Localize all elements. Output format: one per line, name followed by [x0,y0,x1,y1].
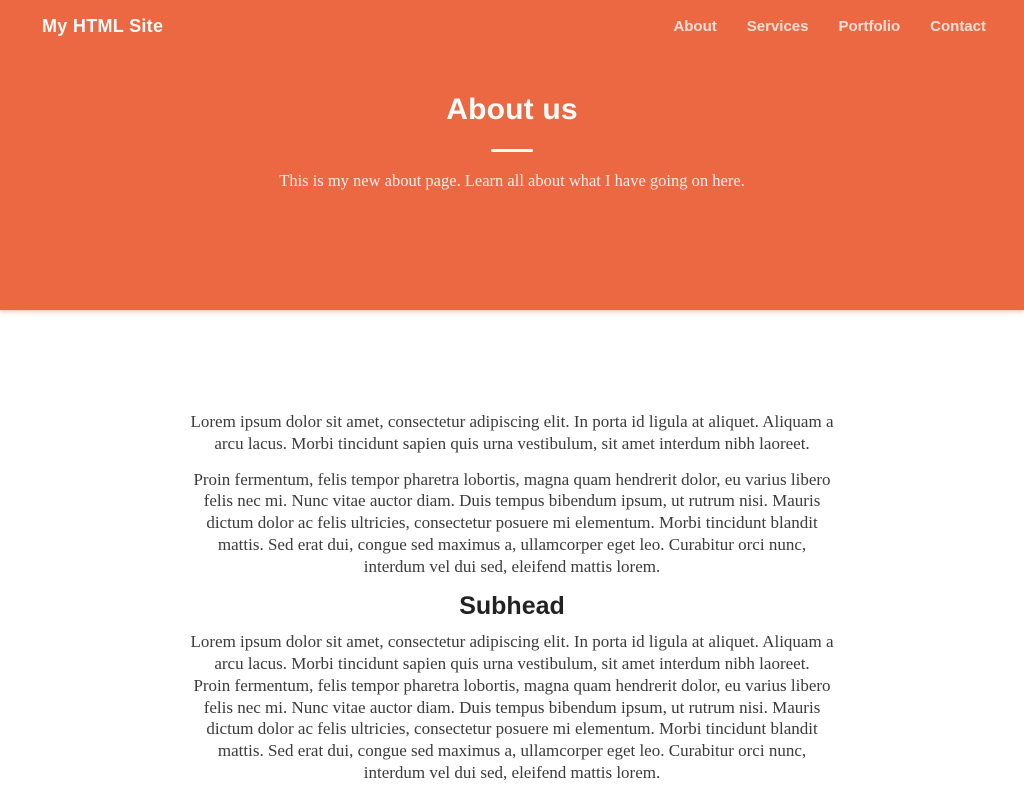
subhead-heading: Subhead [459,592,565,621]
hero-content [0,93,1024,191]
nav-link-contact[interactable]: Contact [930,18,986,35]
subhead-paragraph-1: Lorem ipsum dolor sit amet, consectetur adipiscing elit. In porta id ligula at aliquet. Aliquam a arcu lacus. Morbi tincidunt sapien quis urna vestibulum, sit amet interdum nibh laoreet. [190,632,834,673]
nav-link-services[interactable]: Services [746,18,809,35]
title-divider [491,149,533,152]
top-navbar [0,0,1024,37]
body-paragraph-2: Proin fermentum, felis tempor pharetra lobortis, magna quam hendrerit dolor, eu varius libero felis nec mi. Nunc vitae auctor diam. Duis tempus bibendum ipsum, ut rutrum nisi. Mauris dictum dolor ac felis ultricies, consectetur posuere mi elementum. Morbi tincidunt blandit mattis. Sed erat dui, congue sed maximus a, ullamcorper eget leo. Curabitur orci nunc, interdum vel dui sed, eleifend mattis lorem. [193,469,831,576]
site-brand[interactable]: My HTML Site [42,16,164,36]
main-content [188,310,836,784]
hero-tagline: This is my new about page. Learn all about what I have going on here. [279,171,745,190]
subhead-paragraph-2: Proin fermentum, felis tempor pharetra lobortis, magna quam hendrerit dolor, eu varius libero felis nec mi. Nunc vitae auctor diam. Duis tempus bibendum ipsum, ut rutrum nisi. Mauris dictum dolor ac felis ultricies, consectetur posuere mi elementum. Morbi tincidunt blandit mattis. Sed erat dui, congue sed maximus a, ullamcorper eget leo. Curabitur orci nunc, interdum vel dui sed, eleifend mattis lorem. [193,675,831,782]
hero-section [0,0,1024,310]
body-paragraph-1: Lorem ipsum dolor sit amet, consectetur adipiscing elit. In porta id ligula at aliquet. Aliquam a arcu lacus. Morbi tincidunt sapien quis urna vestibulum, sit amet interdum nibh laoreet. [190,412,834,453]
main-nav [673,18,986,35]
nav-link-portfolio[interactable]: Portfolio [838,18,901,35]
nav-link-about[interactable]: About [673,18,717,35]
page-title: About us [446,93,578,126]
